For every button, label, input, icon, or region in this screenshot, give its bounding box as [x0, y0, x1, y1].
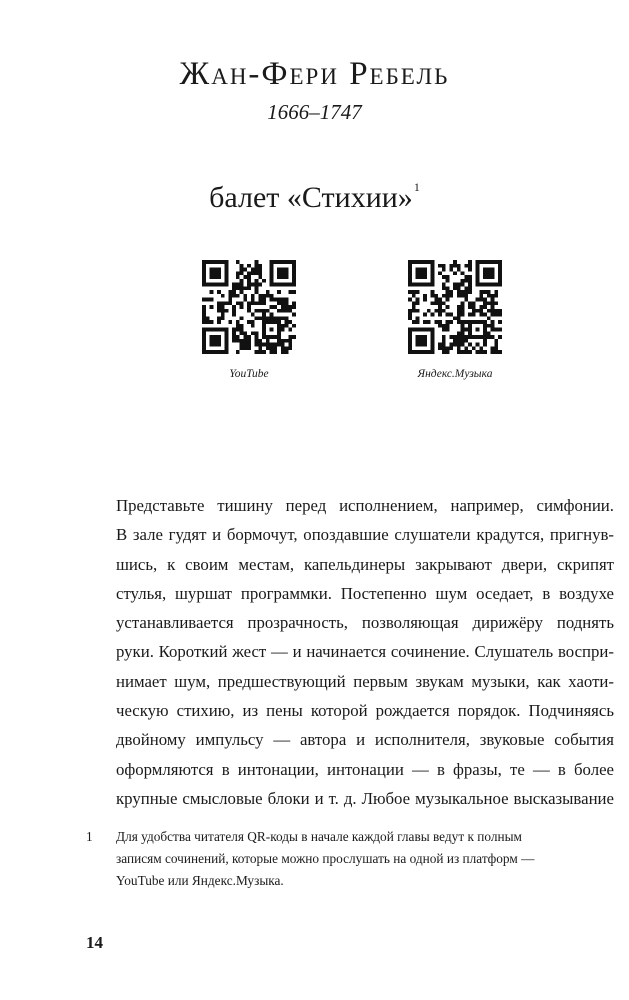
- footnote-number: 1: [86, 829, 93, 844]
- main-text: [116, 491, 614, 813]
- author-name: Жан-Фери Ребель: [179, 56, 450, 92]
- text-line: шись, к своим местам, капельдинеры закрывают двери, скрипят: [116, 554, 614, 574]
- author-years: 1666–1747: [267, 100, 362, 124]
- work-title-text: балет «Стихии»: [209, 181, 413, 214]
- text-line: В зале гудят и бормочут, опоздавшие слушатели крадутся, пригнув-: [116, 525, 614, 545]
- work-title: [0, 167, 629, 218]
- qr-youtube-caption: YouTube: [229, 368, 269, 380]
- text-line: нимает шум, предшествующий первым звукам музыки, как хаоти-: [116, 671, 614, 691]
- text-line: стулья, шуршат программки. Постепенно шум оседает, в воздухе: [116, 583, 614, 603]
- text-line: Представьте тишину перед исполнением, например, симфонии.: [116, 496, 614, 515]
- footnote-ref: 1: [413, 180, 420, 194]
- qr-yandex-caption: Яндекс.Музыка: [417, 368, 493, 380]
- footnote-line: Для удобства читателя QR-коды в начале каждой главы ведут к полным: [116, 829, 522, 844]
- qr-code-icon: [408, 260, 502, 354]
- text-line: руки. Короткий жест — и начинается сочинение. Слушатель воспри-: [116, 642, 614, 662]
- footnote-line: записям сочинений, которые можно прослушать на одной из платформ —: [116, 851, 535, 866]
- qr-yandex-music[interactable]: [405, 260, 505, 380]
- text-line: оформляются в интонации, интонации — в фразы, те — в более: [116, 759, 614, 779]
- footnote-line: YouTube или Яндекс.Музыка.: [116, 873, 284, 888]
- page-number: 14: [86, 933, 103, 952]
- footnote-text: [116, 826, 616, 892]
- text-line: крупные смысловые блоки и т. д. Любое музыкальное высказывание: [116, 788, 614, 808]
- text-line: ческую стихию, из пены которой рождается порядок. Подчиняясь: [116, 701, 614, 721]
- qr-code-icon: [202, 260, 296, 354]
- text-line: двойному импульсу — автора и исполнителя, звуковые события: [116, 730, 614, 750]
- qr-youtube[interactable]: [199, 260, 299, 380]
- text-line: устанавливается прозрачность, позволяющая дирижёру поднять: [116, 613, 614, 633]
